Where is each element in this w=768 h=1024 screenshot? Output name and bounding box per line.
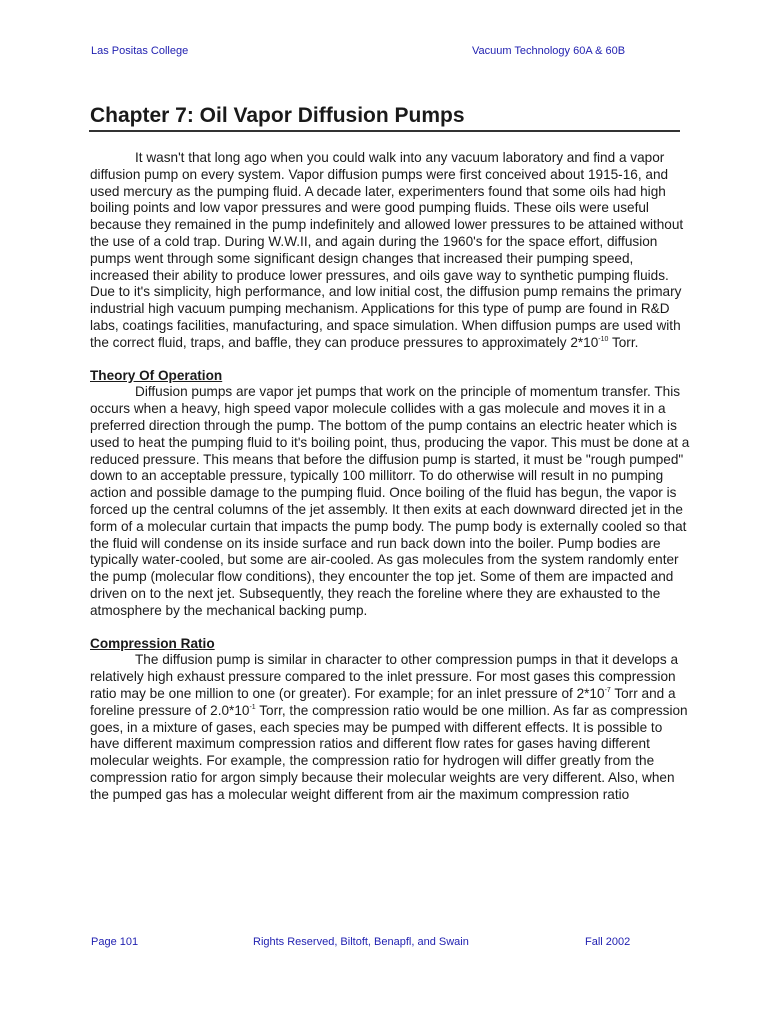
title-underline-rule [89, 130, 680, 132]
header-course: Vacuum Technology 60A & 60B [472, 45, 626, 57]
compression-paragraph [90, 652, 690, 803]
compression-exponent-2: -1 [249, 703, 256, 711]
chapter-title: Chapter 7: Oil Vapor Diffusion Pumps [90, 104, 465, 127]
compression-heading: Compression Ratio [90, 635, 215, 651]
header-institution: Las Positas College [91, 45, 189, 57]
footer-page-number: Page 101 [91, 936, 139, 948]
compression-text-2: Torr and a foreline pressure of 2.0*10 [90, 685, 676, 718]
compression-exponent-1: -7 [604, 686, 611, 694]
theory-heading: Theory Of Operation [90, 367, 223, 383]
compression-text-3: Torr, the compression ratio would be one million. As far as compression goes, in a mixture of gases, each species may be pumped with different effects. It is possible to have different maximum compression ratios and different flow rates for gases having different molecular weights. For example, the compression ratio for hydrogen will differ greatly from the compression ratio for argon simply because their molecular weights are very different. Also, when the pumped gas has a molecular weight different from air the maximum compression ratio [90, 702, 688, 802]
intro-text-end: Torr. [608, 334, 639, 350]
theory-paragraph: Diffusion pumps are vapor jet pumps that work on the principle of momentum transfer. This occurs when a heavy, high speed vapor molecule collides with a gas molecule and moves it in a preferred direction through the pump. The bottom of the pump contains an electric heater which is used to heat the pumping fluid to it's boiling point, thus, producing the vapor. This must be done at a reduced pressure. This means that before the diffusion pump is started, it must be "rough pumped" down to an acceptable pressure, typically 100 millitorr. To do otherwise will result in no pumping action and possible damage to the pumping fluid. Once boiling of the fluid has begun, the vapor is forced up the central columns of the jet assembly. It then exits at each downward directed jet in the form of a molecular curtain that impacts the pump body. The pump body is externally cooled so that the fluid will condense on its inside surface and run back down into the boiler. Pump bodies are typically water-cooled, but some are air-cooled. As gas molecules from the system randomly enter the pump (molecular flow conditions), they encounter the top jet. Some of them are impacted and driven on to the next jet. Subsequently, they reach the foreline where they are exhausted to the atmosphere by the mechanical backing pump. [90, 384, 690, 618]
intro-paragraph [90, 150, 690, 352]
footer-rights: Rights Reserved, Biltoft, Benapfl, and Swain [253, 936, 469, 948]
compression-text-1: The diffusion pump is similar in character to other compression pumps in that it develops a relatively high exhaust pressure compared to the inlet pressure. For most gases this compression ratio may be one million to one (or greater). For example; for an inlet pressure of 2*10 [90, 652, 679, 701]
intro-text: It wasn't that long ago when you could walk into any vacuum laboratory and find a vapor diffusion pump on every system. Vapor diffusion pumps were first conceived about 1915-16, and used mercury as the pumping fluid. A decade later, experimenters found that some oils had high boiling points and low vapor pressures and were good pumping fluids. These oils were useful because they remained in the pump indefinitely and allowed lower pressures to be attained without the use of a cold trap. During W.W.II, and again during the 1960's for the space effort, diffusion pumps went through some significant design changes that increased their pumping speed, increased their ability to produce lower pressures, and oils gave way to synthetic pumping fluids. Due to it's simplicity, high performance, and low initial cost, the diffusion pump remains the primary industrial high vacuum pumping mechanism. Applications for this type of pump are found in R&D labs, coatings facilities, manufacturing, and space simulation. When diffusion pumps are used with the correct fluid, traps, and baffle, they can produce pressures to approximately 2*10 [90, 150, 684, 350]
intro-exponent: -10 [598, 335, 609, 343]
footer-term: Fall 2002 [585, 936, 631, 948]
body-content [90, 150, 690, 803]
